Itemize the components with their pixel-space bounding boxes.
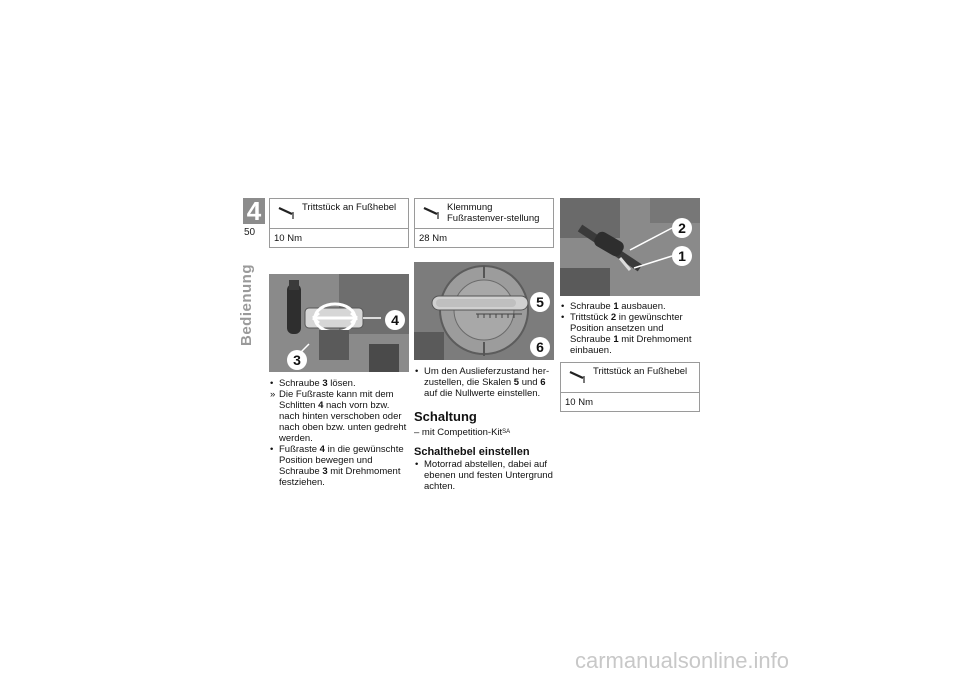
column-2 [414, 198, 554, 492]
list-item: • Motorrad abstellen, dabei auf ebenen und festen Untergrund achten. [415, 459, 553, 492]
scale-photo [414, 262, 554, 360]
wrench-icon [278, 206, 298, 220]
column-3 [560, 198, 700, 412]
chapter-number: 4 [243, 198, 265, 224]
list-item: • Um den Auslieferzustand her-zustellen, die Skalen 5 und 6 auf die Nullwerte einstellen. [415, 366, 550, 399]
callout-1: 1 [672, 246, 692, 266]
list-item: • Schraube 3 lösen. [270, 378, 356, 389]
list-item: • Fußraste 4 in die gewünschte Position bewegen und Schraube 3 mit Drehmoment festziehen. [270, 444, 404, 488]
column-1 [269, 198, 409, 488]
footrest-photo [269, 274, 409, 372]
list-item: • Schraube 1 ausbauen. [561, 301, 666, 312]
list-item: • Trittstück 2 in gewünschter Position ansetzen und Schraube 1 mit Drehmoment einbauen. [561, 312, 692, 356]
torque-value: 28 Nm [419, 233, 447, 244]
torque-box [414, 198, 554, 248]
wrench-icon [423, 206, 443, 220]
torque-box [560, 362, 700, 412]
callout-6: 6 [530, 337, 550, 357]
page-number: 50 [244, 227, 256, 238]
torque-value: 10 Nm [565, 397, 593, 408]
instruction-list [414, 366, 554, 399]
watermark: carmanualsonline.info [575, 648, 790, 673]
torque-label: Trittstück an Fußhebel [593, 366, 688, 377]
torque-value: 10 Nm [274, 233, 302, 244]
callout-2: 2 [672, 218, 692, 238]
wrench-icon [569, 370, 589, 384]
subsection-heading: Schalthebel einstellen [414, 446, 530, 458]
equipment-note: – mit Competition-Kit$^{SA}$ [414, 427, 511, 438]
instruction-list [269, 378, 409, 488]
section-heading: Schaltung [414, 409, 477, 424]
list-item: » Die Fußraste kann mit dem Schlitten 4 nach vorn bzw. nach hinten verschoben oder nach oben bzw. unten gedreht werden. [270, 389, 407, 444]
torque-label: Trittstück an Fußhebel [302, 202, 397, 213]
instruction-list [560, 301, 700, 356]
callout-5: 5 [530, 292, 550, 312]
callout-3: 3 [287, 350, 307, 370]
section-label: Bedienung [238, 264, 255, 346]
torque-box [269, 198, 409, 248]
callout-4: 4 [385, 310, 405, 330]
instruction-list [414, 459, 554, 492]
torque-label: Klemmung Fußrastenver-stellung [447, 202, 540, 224]
shift-lever-photo [560, 198, 700, 296]
